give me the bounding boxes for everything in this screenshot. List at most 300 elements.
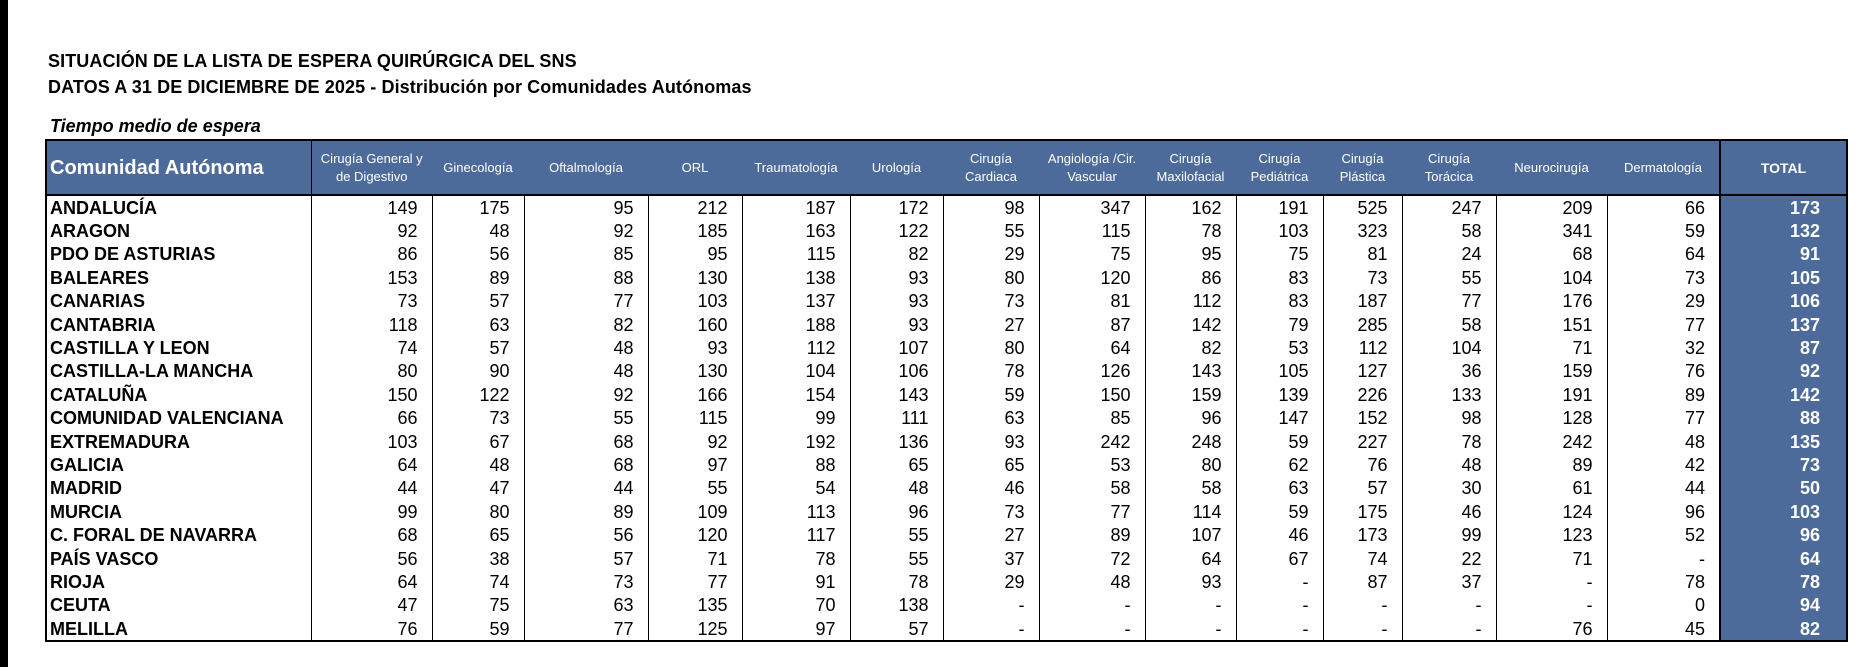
waiting-list-table [45,139,1848,642]
value-cell: 82 [1145,336,1236,359]
column-header: Cirugía Maxilofacial [1145,140,1236,195]
value-cell: 115 [742,243,850,266]
value-cell: 85 [1039,407,1145,430]
value-cell: 58 [1039,477,1145,500]
column-header: Cirugía Torácica [1402,140,1496,195]
table-row [46,547,1847,570]
value-cell: 123 [1496,523,1607,546]
value-cell: 62 [1236,453,1323,476]
value-cell: 65 [432,523,524,546]
value-cell: 78 [742,547,850,570]
value-cell: 92 [648,430,742,453]
total-column-header: TOTAL [1720,140,1847,195]
value-cell: 137 [742,290,850,313]
value-cell: 192 [742,430,850,453]
value-cell: 80 [943,266,1039,289]
value-cell: 95 [524,195,648,219]
value-cell: 68 [524,453,648,476]
value-cell: 74 [1323,547,1402,570]
value-cell: 44 [1607,477,1720,500]
value-cell: - [1402,594,1496,617]
table-row [46,407,1847,430]
value-cell: 149 [311,195,432,219]
value-cell: 242 [1039,430,1145,453]
column-header: Angiología /Cir. Vascular [1039,140,1145,195]
value-cell: 80 [311,360,432,383]
section-subtitle: Tiempo medio de espera [50,116,261,136]
value-cell: 139 [1236,383,1323,406]
value-cell: 63 [943,407,1039,430]
value-cell: 55 [943,219,1039,242]
value-cell: 73 [943,290,1039,313]
value-cell: 107 [1145,523,1236,546]
value-cell: 97 [648,453,742,476]
value-cell: 105 [1236,360,1323,383]
value-cell: 242 [1496,430,1607,453]
region-name-cell: CASTILLA-LA MANCHA [46,360,311,383]
value-cell: 185 [648,219,742,242]
value-cell: - [1236,594,1323,617]
value-cell: 77 [1039,500,1145,523]
value-cell: 112 [1323,336,1402,359]
region-name-cell: PDO DE ASTURIAS [46,243,311,266]
total-cell: 87 [1720,336,1847,359]
table-row [46,430,1847,453]
value-cell: 95 [1145,243,1236,266]
value-cell: 71 [1496,547,1607,570]
value-cell: 112 [1145,290,1236,313]
value-cell: 138 [742,266,850,289]
column-header: Cirugía General y de Digestivo [311,140,432,195]
value-cell: 128 [1496,407,1607,430]
region-name-cell: EXTREMADURA [46,430,311,453]
value-cell: 53 [1236,336,1323,359]
value-cell: 159 [1145,383,1236,406]
value-cell: 61 [1496,477,1607,500]
table-row [46,195,1847,219]
value-cell: 248 [1145,430,1236,453]
value-cell: 117 [742,523,850,546]
value-cell: 78 [1607,570,1720,593]
value-cell: 166 [648,383,742,406]
value-cell: 118 [311,313,432,336]
value-cell: 88 [742,453,850,476]
value-cell: 160 [648,313,742,336]
value-cell: 122 [432,383,524,406]
table-row [46,594,1847,617]
value-cell: 153 [311,266,432,289]
value-cell: 29 [1607,290,1720,313]
value-cell: 73 [311,290,432,313]
total-cell: 137 [1720,313,1847,336]
value-cell: 65 [850,453,943,476]
value-cell: 82 [524,313,648,336]
value-cell: 104 [1496,266,1607,289]
column-header: Dermatología [1607,140,1720,195]
value-cell: 173 [1323,523,1402,546]
value-cell: 73 [432,407,524,430]
column-header: Urología [850,140,943,195]
value-cell: 323 [1323,219,1402,242]
value-cell: 104 [742,360,850,383]
value-cell: 59 [943,383,1039,406]
value-cell: 154 [742,383,850,406]
value-cell: - [1145,617,1236,641]
region-name-cell: C. FORAL DE NAVARRA [46,523,311,546]
table-row [46,570,1847,593]
value-cell: 99 [311,500,432,523]
value-cell: 46 [1236,523,1323,546]
value-cell: 29 [943,570,1039,593]
value-cell: 64 [1145,547,1236,570]
value-cell: 151 [1496,313,1607,336]
value-cell: 56 [311,547,432,570]
value-cell: 46 [943,477,1039,500]
value-cell: 76 [311,617,432,641]
value-cell: 70 [742,594,850,617]
value-cell: 85 [524,243,648,266]
value-cell: 136 [850,430,943,453]
total-cell: 96 [1720,523,1847,546]
value-cell: 42 [1607,453,1720,476]
value-cell: 80 [432,500,524,523]
value-cell: 98 [943,195,1039,219]
column-header: Ginecología [432,140,524,195]
value-cell: 68 [311,523,432,546]
column-header: Traumatología [742,140,850,195]
value-cell: 90 [432,360,524,383]
value-cell: 64 [311,570,432,593]
value-cell: 347 [1039,195,1145,219]
total-cell: 91 [1720,243,1847,266]
value-cell: 59 [1236,430,1323,453]
value-cell: 78 [1402,430,1496,453]
value-cell: 93 [850,290,943,313]
value-cell: 83 [1236,266,1323,289]
value-cell: 73 [1323,266,1402,289]
value-cell: 59 [1236,500,1323,523]
value-cell: 63 [432,313,524,336]
table-row [46,290,1847,313]
value-cell: 71 [1496,336,1607,359]
value-cell: - [1402,617,1496,641]
value-cell: 74 [311,336,432,359]
value-cell: 83 [1236,290,1323,313]
value-cell: 36 [1402,360,1496,383]
value-cell: 63 [1236,477,1323,500]
value-cell: 75 [1236,243,1323,266]
total-cell: 103 [1720,500,1847,523]
value-cell: 138 [850,594,943,617]
value-cell: 75 [432,594,524,617]
table-row [46,313,1847,336]
value-cell: 57 [432,290,524,313]
value-cell: - [1145,594,1236,617]
value-cell: 53 [1039,453,1145,476]
total-cell: 82 [1720,617,1847,641]
value-cell: 65 [943,453,1039,476]
value-cell: 58 [1402,313,1496,336]
value-cell: 57 [432,336,524,359]
value-cell: 68 [524,430,648,453]
value-cell: 99 [742,407,850,430]
value-cell: 112 [742,336,850,359]
column-header: Cirugía Pediátrica [1236,140,1323,195]
value-cell: 52 [1607,523,1720,546]
table-row [46,383,1847,406]
value-cell: 47 [311,594,432,617]
value-cell: 92 [311,219,432,242]
value-cell: 48 [432,219,524,242]
value-cell: 89 [432,266,524,289]
total-cell: 64 [1720,547,1847,570]
region-name-cell: BALEARES [46,266,311,289]
value-cell: 93 [1145,570,1236,593]
value-cell: 150 [311,383,432,406]
value-cell: 67 [1236,547,1323,570]
value-cell: 79 [1236,313,1323,336]
value-cell: 109 [648,500,742,523]
region-name-cell: MELILLA [46,617,311,641]
value-cell: 24 [1402,243,1496,266]
column-header: Cirugía Plástica [1323,140,1402,195]
value-cell: 106 [850,360,943,383]
value-cell: 143 [1145,360,1236,383]
value-cell: - [943,617,1039,641]
value-cell: 58 [1145,477,1236,500]
region-name-cell: MADRID [46,477,311,500]
value-cell: 86 [1145,266,1236,289]
value-cell: 59 [1607,219,1720,242]
value-cell: 82 [850,243,943,266]
table-row [46,477,1847,500]
value-cell: - [1039,617,1145,641]
value-cell: 111 [850,407,943,430]
value-cell: 73 [524,570,648,593]
value-cell: 92 [524,383,648,406]
value-cell: 77 [1607,313,1720,336]
value-cell: 93 [850,313,943,336]
document-subtitle-date: DATOS A 31 DE DICIEMBRE DE 2025 - Distribución por Comunidades Autónomas [48,77,752,97]
value-cell: - [1323,617,1402,641]
value-cell: 120 [1039,266,1145,289]
value-cell: 176 [1496,290,1607,313]
column-header: Neurocirugía [1496,140,1607,195]
value-cell: 48 [1402,453,1496,476]
total-cell: 105 [1720,266,1847,289]
total-cell: 88 [1720,407,1847,430]
value-cell: 191 [1236,195,1323,219]
value-cell: 87 [1323,570,1402,593]
value-cell: 226 [1323,383,1402,406]
table-row [46,243,1847,266]
value-cell: 127 [1323,360,1402,383]
value-cell: 96 [1607,500,1720,523]
value-cell: - [943,594,1039,617]
value-cell: 77 [1402,290,1496,313]
value-cell: 27 [943,313,1039,336]
value-cell: 126 [1039,360,1145,383]
value-cell: 209 [1496,195,1607,219]
value-cell: 142 [1145,313,1236,336]
value-cell: 56 [432,243,524,266]
value-cell: 175 [432,195,524,219]
table-body [46,195,1847,641]
value-cell: 78 [943,360,1039,383]
value-cell: 32 [1607,336,1720,359]
region-name-cell: ARAGON [46,219,311,242]
total-cell: 106 [1720,290,1847,313]
value-cell: 80 [1145,453,1236,476]
value-cell: 54 [742,477,850,500]
value-cell: 77 [524,617,648,641]
value-cell: 93 [648,336,742,359]
value-cell: 30 [1402,477,1496,500]
value-cell: 64 [1039,336,1145,359]
value-cell: 57 [1323,477,1402,500]
column-header: ORL [648,140,742,195]
value-cell: 77 [1607,407,1720,430]
value-cell: 104 [1402,336,1496,359]
value-cell: 77 [524,290,648,313]
value-cell: - [1496,594,1607,617]
value-cell: 76 [1496,617,1607,641]
value-cell: 78 [850,570,943,593]
value-cell: 525 [1323,195,1402,219]
region-name-cell: CEUTA [46,594,311,617]
value-cell: 64 [311,453,432,476]
value-cell: 22 [1402,547,1496,570]
value-cell: 66 [1607,195,1720,219]
value-cell: 89 [1496,453,1607,476]
total-cell: 92 [1720,360,1847,383]
value-cell: 89 [524,500,648,523]
value-cell: 103 [311,430,432,453]
value-cell: 27 [943,523,1039,546]
value-cell: 76 [1607,360,1720,383]
value-cell: 150 [1039,383,1145,406]
value-cell: 113 [742,500,850,523]
value-cell: 114 [1145,500,1236,523]
value-cell: 130 [648,266,742,289]
value-cell: 57 [524,547,648,570]
value-cell: 133 [1402,383,1496,406]
value-cell: 172 [850,195,943,219]
left-edge-bar [0,0,8,667]
value-cell: 191 [1496,383,1607,406]
value-cell: 107 [850,336,943,359]
region-name-cell: CATALUÑA [46,383,311,406]
value-cell: 64 [1607,243,1720,266]
column-header: Oftalmología [524,140,648,195]
value-cell: - [1607,547,1720,570]
region-name-cell: GALICIA [46,453,311,476]
value-cell: 47 [432,477,524,500]
value-cell: 227 [1323,430,1402,453]
region-column-header: Comunidad Autónoma [46,140,311,195]
value-cell: 81 [1039,290,1145,313]
value-cell: 76 [1323,453,1402,476]
value-cell: 162 [1145,195,1236,219]
value-cell: 44 [311,477,432,500]
table-row [46,617,1847,641]
value-cell: 66 [311,407,432,430]
table-row [46,523,1847,546]
value-cell: 37 [1402,570,1496,593]
value-cell: 91 [742,570,850,593]
value-cell: 68 [1496,243,1607,266]
value-cell: - [1496,570,1607,593]
value-cell: 97 [742,617,850,641]
value-cell: 0 [1607,594,1720,617]
value-cell: 48 [1039,570,1145,593]
region-name-cell: PAÍS VASCO [46,547,311,570]
table-row [46,219,1847,242]
value-cell: 78 [1145,219,1236,242]
value-cell: 29 [943,243,1039,266]
document-title: SITUACIÓN DE LA LISTA DE ESPERA QUIRÚRGICA DEL SNS [48,51,577,71]
value-cell: - [1236,570,1323,593]
value-cell: 86 [311,243,432,266]
region-name-cell: ANDALUCÍA [46,195,311,219]
value-cell: 55 [1402,266,1496,289]
table-row [46,500,1847,523]
value-cell: 152 [1323,407,1402,430]
value-cell: 74 [432,570,524,593]
value-cell: 59 [432,617,524,641]
region-name-cell: RIOJA [46,570,311,593]
value-cell: 147 [1236,407,1323,430]
value-cell: 159 [1496,360,1607,383]
value-cell: 88 [524,266,648,289]
total-cell: 73 [1720,453,1847,476]
value-cell: 72 [1039,547,1145,570]
value-cell: 135 [648,594,742,617]
value-cell: 87 [1039,313,1145,336]
value-cell: 63 [524,594,648,617]
table-row [46,266,1847,289]
region-name-cell: MURCIA [46,500,311,523]
value-cell: 187 [742,195,850,219]
value-cell: 73 [1607,266,1720,289]
region-name-cell: CANARIAS [46,290,311,313]
value-cell: 48 [1607,430,1720,453]
value-cell: 55 [850,547,943,570]
value-cell: 124 [1496,500,1607,523]
total-cell: 142 [1720,383,1847,406]
value-cell: 96 [850,500,943,523]
value-cell: 175 [1323,500,1402,523]
value-cell: 77 [648,570,742,593]
value-cell: 80 [943,336,1039,359]
value-cell: 212 [648,195,742,219]
value-cell: 130 [648,360,742,383]
value-cell: 125 [648,617,742,641]
value-cell: 38 [432,547,524,570]
table-row [46,360,1847,383]
value-cell: 71 [648,547,742,570]
value-cell: 55 [648,477,742,500]
table-row [46,336,1847,359]
region-name-cell: CASTILLA Y LEON [46,336,311,359]
value-cell: 187 [1323,290,1402,313]
value-cell: 48 [524,336,648,359]
value-cell: 93 [943,430,1039,453]
value-cell: 73 [943,500,1039,523]
value-cell: - [1323,594,1402,617]
value-cell: 55 [850,523,943,546]
value-cell: 341 [1496,219,1607,242]
